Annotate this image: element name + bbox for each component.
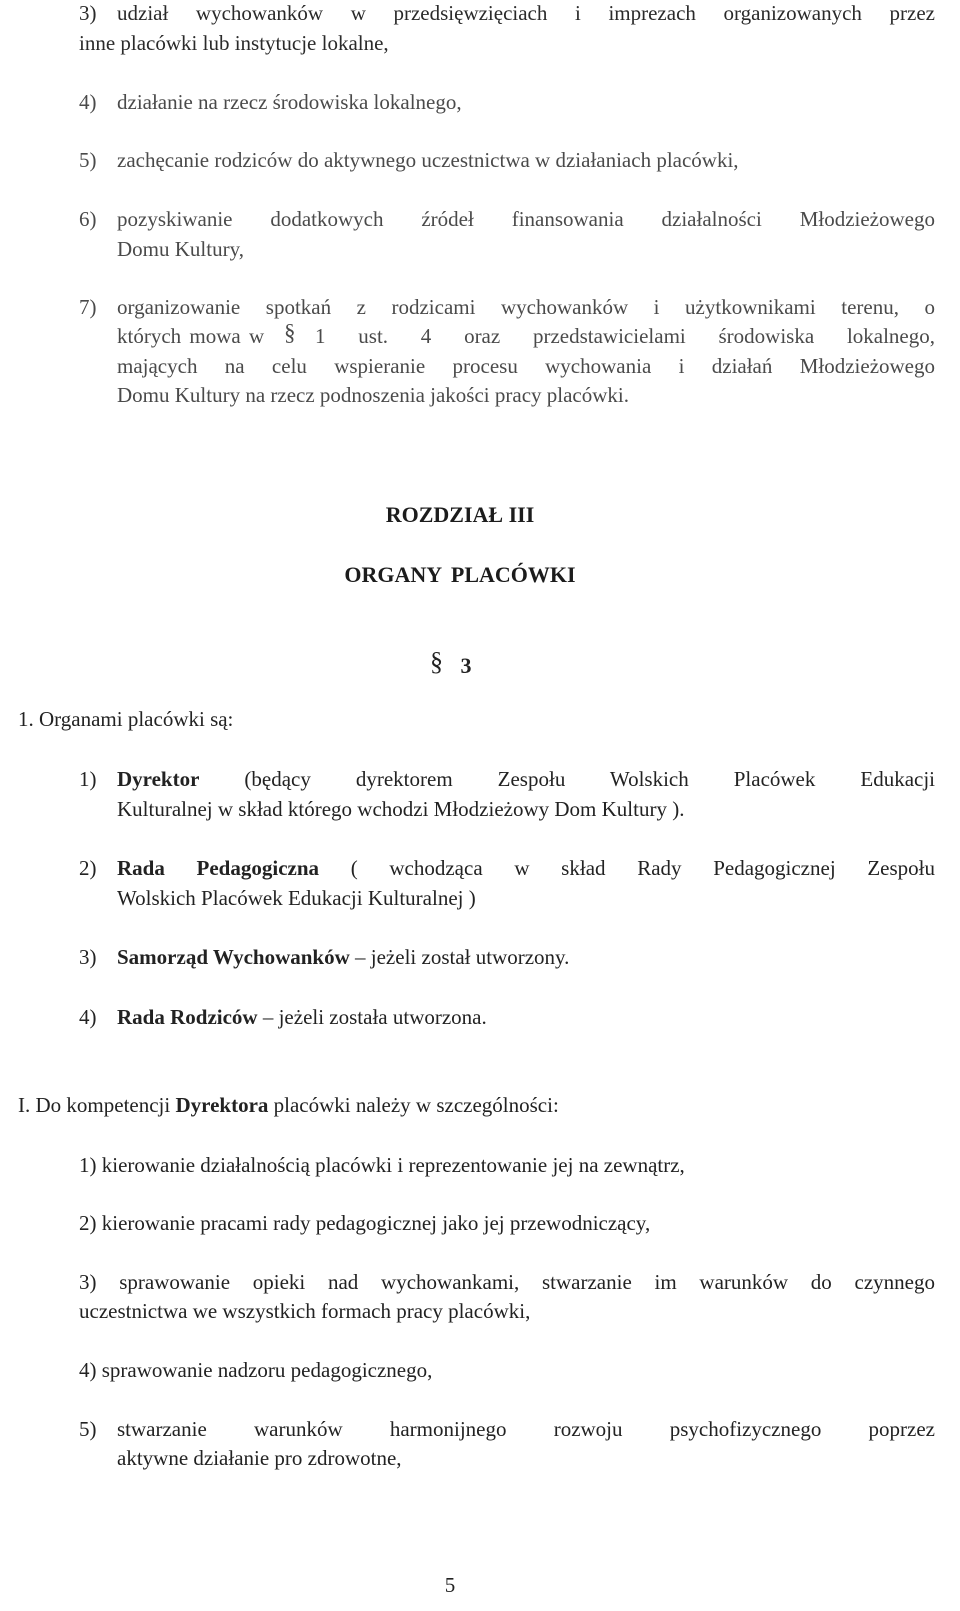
- list-item-text: 3) sprawowanie opieki nad wychowankami, stwarzanie im warunków do czynnego: [79, 1270, 935, 1294]
- organ-name: Samorząd Wychowanków: [117, 945, 350, 969]
- list-number: 5): [79, 148, 97, 172]
- list-item-text: 4) sprawowanie nadzoru pedagogicznego,: [79, 1358, 433, 1382]
- list-item-text: których mowa w: [117, 324, 265, 348]
- list-item-text: 1 ust. 4 oraz przedstawicielami środowiska lokalnego,: [315, 324, 935, 348]
- organ-description: (będący dyrektorem Zespołu Wolskich Placówek Edukacji: [244, 767, 936, 791]
- list-number: 2): [79, 856, 97, 880]
- page-number: 5: [444, 1573, 456, 1597]
- list-item-text: Kulturalnej w skład którego wchodzi Młodzieżowy Dom Kultury ).: [117, 797, 685, 821]
- intro-text: placówki należy w szczególności:: [273, 1093, 559, 1117]
- list-number: 1): [79, 767, 97, 791]
- list-item-text: 1) kierowanie działalnością placówki i reprezentowanie jej na zewnątrz,: [79, 1153, 685, 1177]
- list-item-text: pozyskiwanie dodatkowych źródeł finansowania działalności Młodzieżowego: [117, 207, 935, 231]
- list-item-text: aktywne działanie pro zdrowotne,: [117, 1446, 402, 1470]
- dyrektor-label: Dyrektora: [175, 1093, 269, 1117]
- list-item-text: działanie na rzecz środowiska lokalnego,: [117, 90, 462, 114]
- list-number: 3): [79, 945, 97, 969]
- list-number: 4): [79, 90, 97, 114]
- organs-intro: 1. Organami placówki są:: [18, 707, 234, 731]
- chapter-title: ROZDZIAŁ III: [385, 502, 535, 527]
- list-item-text: [117, 854, 935, 883]
- list-number: 4): [79, 1005, 97, 1029]
- paragraph-marker: [430, 647, 472, 680]
- competences-intro: [18, 1091, 559, 1120]
- list-item-text: inne placówki lub instytucje lokalne,: [79, 31, 389, 55]
- intro-text: I. Do kompetencji: [18, 1093, 171, 1117]
- list-item-text: [117, 943, 569, 972]
- list-number: 3): [79, 1, 97, 25]
- list-item-text: organizowanie spotkań z rodzicami wychowanków i użytkownikami terenu, o: [117, 295, 935, 319]
- organ-description: – jeżeli został utworzony.: [355, 945, 570, 969]
- list-item-text: mających na celu wspieranie procesu wychowania i działań Młodzieżowego: [117, 354, 935, 378]
- section-sign: §: [284, 320, 296, 345]
- organ-description: – jeżeli została utworzona.: [262, 1005, 487, 1029]
- chapter-subtitle: ORGANY PLACÓWKI: [344, 562, 576, 587]
- organ-description: ( wchodząca w skład Rady Pedagogicznej Zespołu: [350, 856, 935, 880]
- section-sign: §: [430, 647, 443, 676]
- list-item-text: [117, 1003, 487, 1032]
- list-item-text: Domu Kultury na rzecz podnoszenia jakości pracy placówki.: [117, 383, 629, 407]
- list-item-text: 2) kierowanie pracami rady pedagogicznej jako jej przewodniczący,: [79, 1211, 651, 1235]
- list-item-text: stwarzanie warunków harmonijnego rozwoju psychofizycznego poprzez: [117, 1417, 935, 1441]
- list-number: 6): [79, 207, 97, 231]
- organ-name: Rada Rodziców: [117, 1005, 258, 1029]
- paragraph-number: 3: [460, 653, 472, 678]
- organ-name: Rada Pedagogiczna: [117, 856, 320, 880]
- list-number: 5): [79, 1417, 97, 1441]
- list-item-text: uczestnictwa we wszystkich formach pracy placówki,: [79, 1299, 531, 1323]
- list-number: 7): [79, 295, 97, 319]
- list-item-text: Wolskich Placówek Edukacji Kulturalnej ): [117, 886, 476, 910]
- list-item-text: udział wychowanków w przedsięwzięciach i imprezach organizowanych przez: [117, 1, 935, 25]
- list-item-text: Domu Kultury,: [117, 237, 244, 261]
- list-item-text: [117, 765, 935, 794]
- list-item-text: zachęcanie rodziców do aktywnego uczestnictwa w działaniach placówki,: [117, 148, 739, 172]
- organ-name: Dyrektor: [117, 767, 200, 791]
